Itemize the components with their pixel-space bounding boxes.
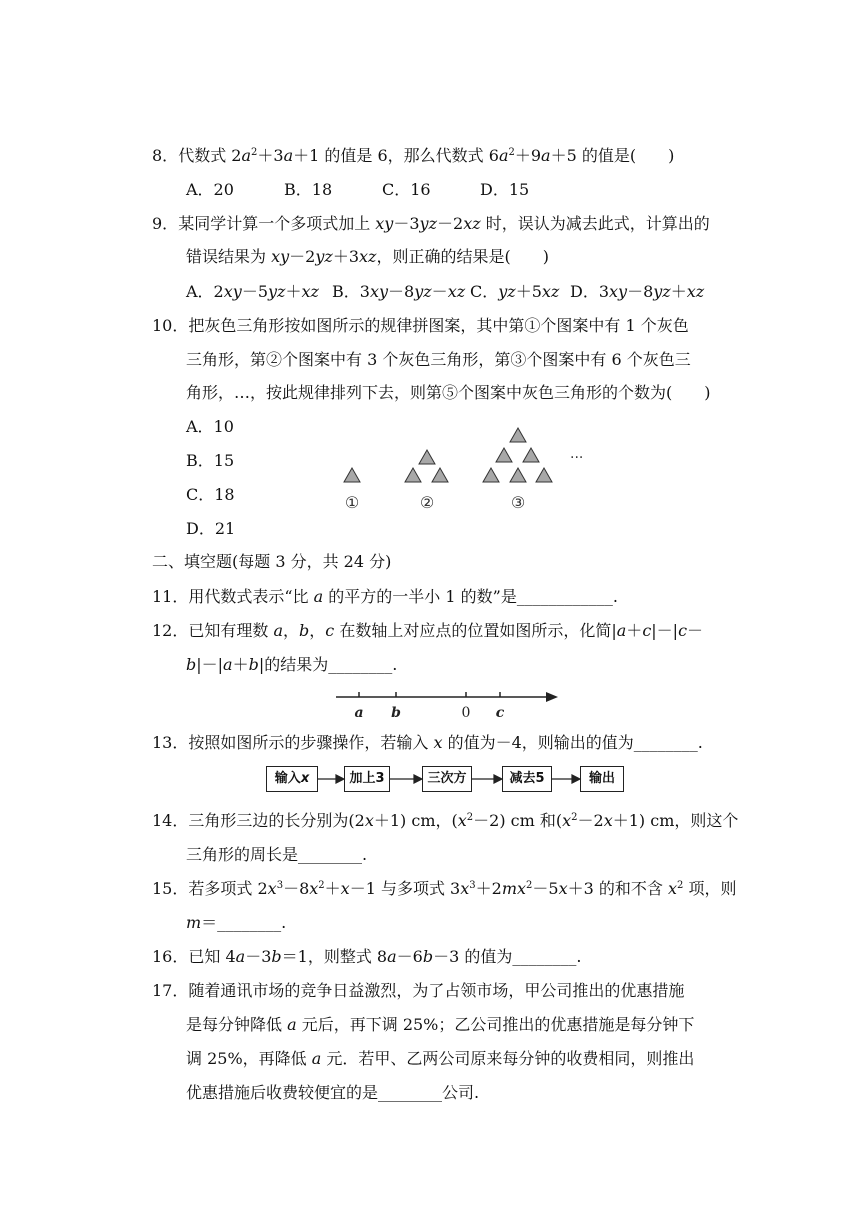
axis-label-a: a — [354, 705, 364, 721]
question-14-line2: 三角形的周长是________. — [186, 845, 368, 864]
gray-triangle — [510, 428, 526, 442]
question-14-line1: 14．三角形三边的长分别为(2x＋1) cm，$(x^2-2)$ cm 和$(x^2-2x+1)$ cm，则这个 — [152, 811, 739, 830]
question-10-stem-line1: 10．把灰色三角形按如图所示的规律拼图案，其中第①个图案中有 1 个灰色 — [152, 316, 689, 335]
figure-label-2: ② — [419, 493, 435, 512]
question-15-line1: 15．若多项式 $2x^3-8x^2+x-1$ 与多项式 $3x^3+2mx^2-5x+3$ 的和不含 $x^2$ 项，则 — [152, 879, 737, 898]
figure-label-1: ① — [344, 493, 360, 512]
q9-option-c: C．yz＋5xz — [470, 282, 560, 301]
flow-arrowhead — [494, 775, 502, 783]
question-10-stem-line3: 角形，…，按此规律排列下去，则第⑤个图案中灰色三角形的个数为( ) — [186, 383, 711, 402]
figure-label-3: ③ — [510, 493, 526, 512]
question-8-stem: 8．代数式 $2a^2+3a+1$ 的值是 6，那么代数式 $6a^2+9a+5$ 的值是( ) — [152, 146, 675, 165]
question-17-line4: 优惠措施后收费较便宜的是________公司. — [186, 1083, 480, 1102]
q8-option-d: D．15 — [480, 180, 530, 199]
ellipsis: ··· — [570, 450, 584, 466]
question-9-stem-line2: 错误结果为 xy－2yz＋3xz，则正确的结果是( ) — [186, 247, 549, 266]
gray-triangle — [432, 468, 448, 482]
question-number: 17． — [152, 981, 189, 1000]
flow-step-input: 输入x — [266, 766, 318, 792]
flow-step-add-3: 加上3 — [344, 766, 390, 792]
question-number: 10． — [152, 316, 189, 335]
flow-step-cube: 三次方 — [422, 766, 472, 792]
gray-triangle — [510, 468, 526, 482]
flow-arrowhead — [414, 775, 422, 783]
question-number: 8． — [152, 146, 179, 165]
question-15-line2: m＝________. — [186, 913, 287, 932]
question-11: 11．用代数式表示“比 a 的平方的一半小 1 的数”是____________. — [152, 587, 618, 606]
gray-triangle — [523, 448, 539, 462]
q8-option-a: A．20 — [186, 180, 234, 199]
flow-arrowhead — [572, 775, 580, 783]
triangle-pattern-figure — [330, 420, 600, 520]
question-number: 11． — [152, 587, 189, 606]
q9-option-b: B．3xy－8yz－xz — [332, 282, 466, 301]
question-number: 9． — [152, 214, 179, 233]
gray-triangle — [405, 468, 421, 482]
question-13: 13．按照如图所示的步骤操作，若输入 x 的值为－4，则输出的值为________. — [152, 733, 703, 752]
gray-triangle — [496, 448, 512, 462]
question-number: 16． — [152, 947, 189, 966]
question-10-stem-line2: 三角形，第②个图案中有 3 个灰色三角形，第③个图案中有 6 个灰色三 — [186, 350, 691, 369]
q10-option-b: B．15 — [186, 451, 235, 470]
q8-option-c: C．16 — [382, 180, 431, 199]
question-17-line2: 是每分钟降低 a 元后，再下调 25%；乙公司推出的优惠措施是每分钟下 — [186, 1015, 695, 1034]
q9-option-a: A．2xy－5yz＋xz — [186, 282, 319, 301]
q10-option-a: A．10 — [186, 417, 234, 436]
question-12-line1: 12．已知有理数 a，b，c 在数轴上对应点的位置如图所示，化简|a＋c|－|c－ — [152, 621, 704, 640]
question-number: 14． — [152, 811, 189, 830]
number-line-figure — [330, 688, 570, 722]
question-17-line3: 调 25%，再降低 a 元．若甲、乙两公司原来每分钟的收费相同，则推出 — [186, 1049, 695, 1068]
question-17-line1: 17．随着通讯市场的竞争日益激烈，为了占领市场，甲公司推出的优惠措施 — [152, 981, 685, 1000]
question-9-stem-line1: 9．某同学计算一个多项式加上 xy－3yz－2xz 时，误认为减去此式，计算出的 — [152, 214, 710, 233]
flow-step-output: 输出 — [580, 766, 624, 792]
axis-arrow — [546, 692, 558, 702]
q10-option-c: C．18 — [186, 485, 235, 504]
axis-label-b: b — [391, 705, 401, 721]
flow-arrows — [266, 766, 626, 792]
q9-option-d: D．3xy－8yz＋xz — [570, 282, 705, 301]
question-number: 15． — [152, 879, 189, 898]
axis-label-0: 0 — [461, 705, 471, 721]
gray-triangle — [419, 450, 435, 464]
question-number: 13． — [152, 733, 189, 752]
flow-arrowhead — [336, 775, 344, 783]
section-2-heading: 二、填空题(每题 3 分，共 24 分) — [152, 552, 392, 571]
gray-triangle — [483, 468, 499, 482]
operation-flowchart — [266, 766, 626, 792]
q10-option-d: D．21 — [186, 519, 236, 538]
flow-step-subtract-5: 减去5 — [502, 766, 552, 792]
gray-triangle — [536, 468, 552, 482]
q8-option-b: B．18 — [284, 180, 333, 199]
question-16: 16．已知 4a－3b＝1，则整式 8a－6b－3 的值为________. — [152, 947, 582, 966]
question-number: 12． — [152, 621, 189, 640]
gray-triangle — [344, 468, 360, 482]
question-12-line2: b|－|a＋b|的结果为________. — [186, 655, 398, 674]
axis-label-c: c — [495, 705, 505, 721]
